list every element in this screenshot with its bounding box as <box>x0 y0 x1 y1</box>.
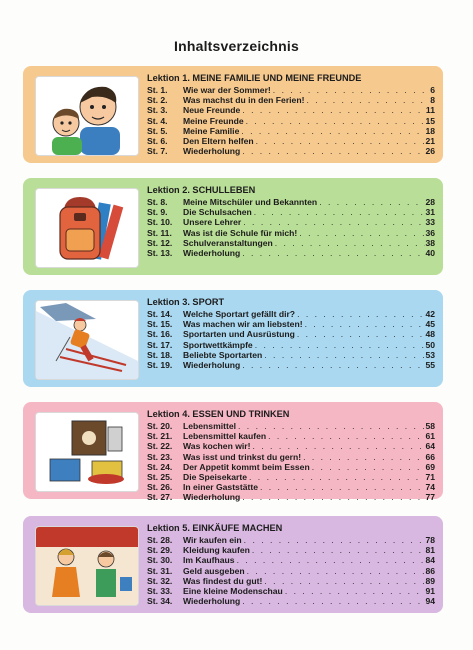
toc-entry[interactable]: St. 20. Lebensmittel . . . 58 <box>147 421 435 431</box>
page-title: Inhaltsverzeichnis <box>174 38 299 54</box>
toc-entry[interactable]: St. 32. Was findest du gut! . . . 89 <box>147 576 435 586</box>
lesson-title: Lektion 4. ESSEN UND TRINKEN <box>147 409 290 419</box>
lesson-title: Lektion 2. SCHULLEBEN <box>147 185 256 195</box>
lesson-5-box <box>23 516 443 613</box>
toc-entry[interactable]: St. 28. Wir kaufen ein . . . 78 <box>147 535 435 545</box>
toc-entry[interactable]: St. 31. Geld ausgeben . . . 86 <box>147 566 435 576</box>
lesson-title: Lektion 1. MEINE FAMILIE UND MEINE FREUNDE <box>147 73 362 83</box>
toc-entry[interactable]: St. 4. Meine Freunde . . . 15 <box>147 116 435 126</box>
toc-entry[interactable]: St. 33. Eine kleine Modenschau . . . 91 <box>147 586 435 596</box>
toc-entry[interactable]: St. 9. Die Schulsachen . . . 31 <box>147 207 435 217</box>
lesson-4-box <box>23 402 443 503</box>
toc-entry[interactable]: St. 14. Welche Sportart gefällt dir? . . . 42 <box>147 309 435 319</box>
toc-entry[interactable]: St. 24. Der Appetit kommt beim Essen . . . 69 <box>147 462 435 472</box>
school-backpack-icon <box>35 188 139 268</box>
lesson-title: Lektion 3. SPORT <box>147 297 225 307</box>
toc-entry[interactable]: St. 2. Was machst du in den Ferien! . . . 8 <box>147 95 435 105</box>
toc-entry[interactable]: St. 7. Wiederholung . . . 26 <box>147 146 435 156</box>
toc-entry[interactable]: St. 13. Wiederholung . . . 40 <box>147 248 435 258</box>
toc-entry[interactable]: St. 29. Kleidung kaufen . . . 81 <box>147 545 435 555</box>
toc-entry[interactable]: St. 34. Wiederholung . . . 94 <box>147 596 435 606</box>
lesson-1-box <box>23 66 443 163</box>
toc-entry[interactable]: St. 18. Beliebte Sportarten . . . 53 <box>147 350 435 360</box>
toc-entry[interactable]: St. 17. Sportwettkämpfe . . . 50 <box>147 340 435 350</box>
toc-entry[interactable]: St. 23. Was isst und trinkst du gern! . . . 66 <box>147 452 435 462</box>
toc-entry[interactable]: St. 3. Neue Freunde . . . 11 <box>147 105 435 115</box>
toc-entry[interactable]: St. 11. Was ist die Schule für mich! . . . 36 <box>147 228 435 238</box>
toc-entry[interactable]: St. 19. Wiederholung . . . 55 <box>147 360 435 370</box>
lesson-title: Lektion 5. EINKÄUFE MACHEN <box>147 523 283 533</box>
lesson-2-box <box>23 178 443 275</box>
toc-entry[interactable]: St. 21. Lebensmittel kaufen . . . 61 <box>147 431 435 441</box>
toc-entry[interactable]: St. 12. Schulveranstaltungen . . . 38 <box>147 238 435 248</box>
toc-entry[interactable]: St. 22. Was kochen wir! . . . 64 <box>147 441 435 451</box>
shopping-children-icon <box>35 526 139 606</box>
toc-entry[interactable]: St. 30. Im Kaufhaus . . . 84 <box>147 555 435 565</box>
toc-entry[interactable]: St. 15. Was machen wir am liebsten! . . . 45 <box>147 319 435 329</box>
toc-entry[interactable]: St. 25. Die Speisekarte . . . 71 <box>147 472 435 482</box>
toc-entry[interactable]: St. 6. Den Eltern helfen . . . 21 <box>147 136 435 146</box>
toc-entry[interactable]: St. 16. Sportarten und Ausrüstung . . . 48 <box>147 329 435 339</box>
toc-entry[interactable]: St. 27. Wiederholung . . . 77 <box>147 492 435 502</box>
food-groceries-icon <box>35 412 139 492</box>
skier-icon <box>35 300 139 380</box>
toc-entry[interactable]: St. 8. Meine Mitschüler und Bekannten . . . 28 <box>147 197 435 207</box>
toc-entry[interactable]: St. 26. In einer Gaststätte . . . 74 <box>147 482 435 492</box>
toc-entry[interactable]: St. 5. Meine Familie . . . 18 <box>147 126 435 136</box>
father-and-son-icon <box>35 76 139 156</box>
toc-entry[interactable]: St. 10. Unsere Lehrer . . . 33 <box>147 217 435 227</box>
lesson-3-box <box>23 290 443 387</box>
toc-entry[interactable]: St. 1. Wie war der Sommer! . . . 6 <box>147 85 435 95</box>
